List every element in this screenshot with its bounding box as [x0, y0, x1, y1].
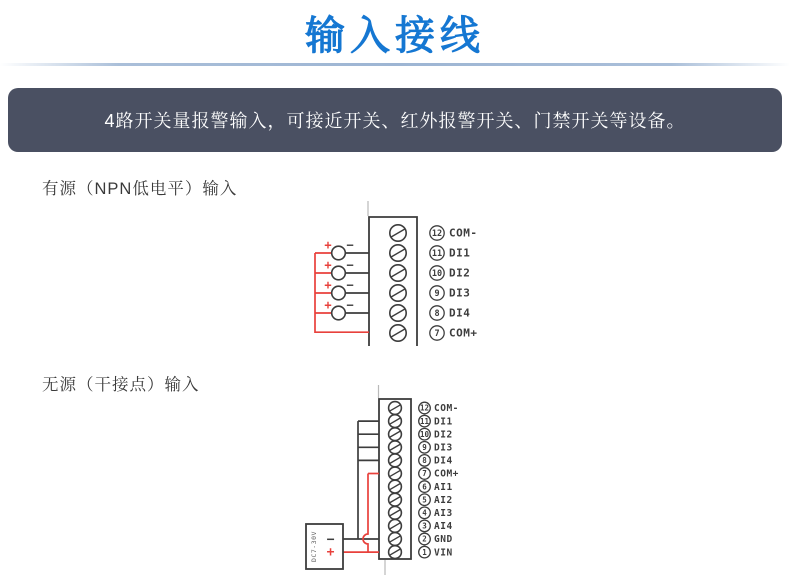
terminal-row	[389, 480, 453, 493]
pin-label: VIN	[434, 547, 453, 559]
minus-mark: −	[346, 278, 354, 292]
pin-number: 9	[422, 443, 427, 452]
pin-number: 5	[422, 495, 427, 505]
terminal-row	[390, 285, 471, 301]
pin-number: 10	[431, 269, 443, 279]
plus-mark: +	[324, 278, 332, 292]
minus-mark: −	[346, 298, 354, 312]
pin-label: COM+	[449, 326, 478, 340]
pin-number: 7	[434, 329, 440, 339]
sensor-icon	[332, 286, 346, 300]
di-black-bus	[343, 421, 379, 539]
pin-number: 2	[422, 534, 427, 544]
terminal-row	[390, 325, 478, 341]
pin-label: DI4	[434, 455, 453, 467]
passive-input-wiring-diagram	[290, 383, 570, 583]
pin-label: AI1	[434, 481, 453, 493]
terminal-row	[390, 225, 478, 241]
terminal-row	[389, 467, 459, 480]
sensor-icon	[332, 246, 346, 260]
pin-label: DI3	[449, 286, 471, 300]
terminal-row	[389, 506, 453, 519]
terminal-row	[390, 305, 471, 321]
sensor-icon	[332, 306, 346, 320]
pin-number: 9	[434, 289, 440, 299]
pin-number: 8	[422, 456, 427, 466]
terminal-row	[389, 520, 453, 533]
pin-number: 11	[431, 249, 443, 259]
terminal-row	[389, 546, 453, 559]
pin-label: AI3	[434, 508, 453, 519]
sensor-symbol	[315, 258, 369, 280]
pin-number: 11	[419, 416, 430, 426]
pin-number: 1	[422, 547, 427, 557]
pin-label: AI4	[434, 521, 453, 533]
pin-number: 4	[422, 508, 427, 518]
terminal-row	[389, 402, 459, 415]
terminal-row	[390, 265, 471, 281]
sensor-symbol	[315, 278, 369, 300]
page-title: 输入接线	[305, 14, 485, 58]
pin-number: 10	[419, 429, 430, 439]
pin-label: DI1	[449, 246, 471, 260]
vin-red-wiring	[343, 474, 379, 553]
section-heading-active-input: 有源（NPN低电平）输入	[42, 180, 238, 198]
terminal-row	[389, 533, 453, 546]
active-input-wiring-diagram	[300, 196, 570, 366]
plus-mark: +	[324, 258, 332, 272]
red-bus-wire-with-hop	[363, 474, 368, 553]
pin-number: 12	[419, 403, 430, 413]
power-supply-box	[306, 524, 343, 569]
plus-mark: +	[324, 298, 332, 312]
pin-label: DI2	[434, 429, 453, 441]
pin-label: AI2	[434, 494, 453, 506]
pin-label: COM-	[449, 226, 478, 240]
pin-number: 12	[431, 229, 443, 239]
terminal-row	[389, 454, 453, 467]
section-heading-passive-input: 无源（干接点）输入	[42, 376, 200, 394]
plus-mark: +	[324, 238, 332, 252]
power-plus-mark: +	[326, 545, 335, 561]
minus-mark: −	[346, 258, 354, 272]
sensor-symbol	[315, 238, 369, 260]
terminal-row	[389, 428, 453, 441]
pin-number: 6	[422, 482, 427, 492]
sensor-icon	[332, 266, 346, 280]
minus-mark: −	[346, 238, 354, 252]
pin-label: DI2	[449, 266, 471, 280]
pin-label: DI4	[449, 306, 471, 320]
terminal-row	[389, 441, 453, 454]
pin-number: 8	[434, 309, 440, 319]
pin-label: COM-	[434, 403, 459, 415]
pin-label: COM+	[434, 468, 459, 480]
terminal-row	[390, 245, 471, 261]
pin-number: 7	[422, 469, 427, 479]
power-voltage-label: DC7-30V	[310, 531, 318, 562]
title-divider	[0, 63, 790, 66]
terminal-row	[389, 493, 453, 506]
pin-number: 3	[422, 521, 427, 531]
sensor-symbol	[315, 298, 369, 320]
pin-label: DI1	[434, 416, 453, 428]
description-banner: 4路开关量报警输入，可接近开关、红外报警开关、门禁开关等设备。	[8, 88, 782, 152]
pin-label: GND	[434, 534, 453, 546]
terminal-row	[389, 415, 453, 428]
pin-label: DI3	[434, 442, 453, 454]
power-minus-mark: −	[326, 532, 335, 548]
